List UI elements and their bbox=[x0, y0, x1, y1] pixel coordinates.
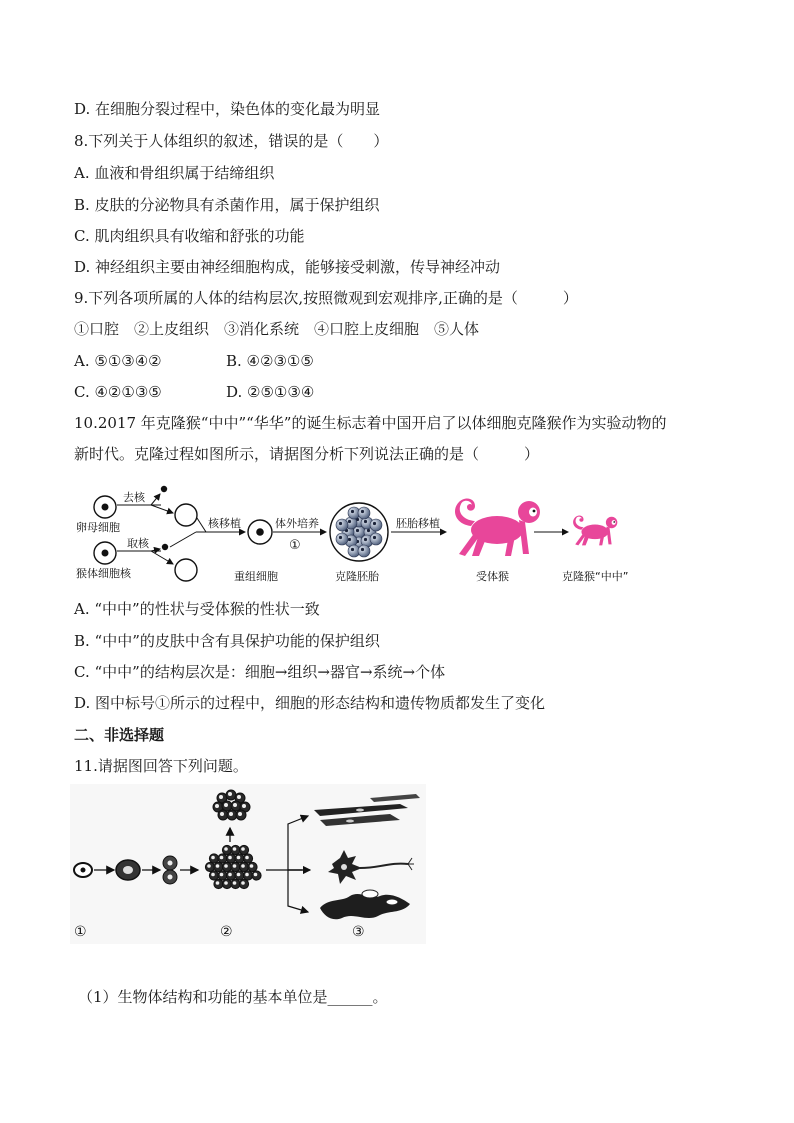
q9-stem: 9.下列各项所属的人体的结构层次,按照微观到宏观排序,正确的是（ ） bbox=[74, 289, 578, 307]
mass-cell-nucleus bbox=[224, 881, 228, 885]
recipient-monkey-label: 受体猴 bbox=[476, 570, 509, 583]
somatic-cell-remains bbox=[175, 559, 197, 581]
blastomere-nucleus bbox=[367, 529, 370, 532]
mass-cell-nucleus bbox=[207, 864, 211, 868]
blastomere-nucleus bbox=[373, 522, 376, 525]
blastomere-nucleus bbox=[351, 548, 354, 551]
recipient-monkey bbox=[455, 499, 540, 556]
cluster-cell-nucleus bbox=[220, 812, 224, 816]
enucleated-egg bbox=[175, 504, 197, 526]
mass-cell-nucleus bbox=[241, 881, 245, 885]
single-cell bbox=[74, 863, 92, 877]
q9-option-d: D. ②⑤①③④ bbox=[226, 383, 315, 401]
mass-cell-nucleus bbox=[250, 864, 254, 868]
removed-nucleus bbox=[161, 486, 167, 492]
in-vitro-culture-label: 体外培养 bbox=[275, 517, 319, 530]
cluster-cell-nucleus bbox=[229, 812, 233, 816]
cluster-cell-nucleus bbox=[238, 812, 242, 816]
growing-cell bbox=[116, 860, 140, 880]
somatic-cell bbox=[94, 542, 116, 564]
blastomere-nucleus bbox=[361, 548, 364, 551]
mass-cell-nucleus bbox=[211, 856, 215, 860]
mass-cell-nucleus bbox=[237, 856, 241, 860]
step-mark-1: ① bbox=[289, 538, 301, 553]
q8-option-b: B. 皮肤的分泌物具有杀菌作用，属于保护组织 bbox=[74, 196, 380, 214]
reconstructed-cell-label: 重组细胞 bbox=[234, 570, 278, 583]
figure-mark-3: ③ bbox=[352, 924, 365, 940]
q9-option-a: A. ⑤①③④② bbox=[74, 352, 162, 370]
q9-options-row1 bbox=[74, 351, 314, 371]
q10-stem-line2: 新时代。克隆过程如图所示，请据图分析下列说法正确的是（ ） bbox=[74, 445, 540, 463]
blastomere bbox=[336, 533, 348, 545]
q9-option-b: B. ④②③①⑤ bbox=[226, 352, 314, 370]
q9-option-c: C. ④②①③⑤ bbox=[74, 383, 162, 401]
blastomere bbox=[358, 507, 370, 519]
blastomere bbox=[358, 545, 370, 557]
section-2-title: 二、非选择题 bbox=[74, 726, 165, 744]
blastomere-nucleus bbox=[351, 510, 354, 513]
mass-cell-nucleus bbox=[216, 881, 220, 885]
blastomere-nucleus bbox=[339, 536, 342, 539]
egg-cell bbox=[94, 496, 116, 518]
q8-option-c: C. 肌肉组织具有收缩和舒张的功能 bbox=[74, 227, 305, 245]
somatic-nucleus bbox=[162, 544, 168, 550]
cluster-cell-nucleus bbox=[237, 795, 241, 799]
blastomere-nucleus bbox=[364, 520, 367, 523]
mass-cell-nucleus bbox=[241, 864, 245, 868]
blastomere-nucleus bbox=[364, 538, 367, 541]
mass-cell-nucleus bbox=[245, 873, 249, 877]
mass-cell-nucleus bbox=[224, 864, 228, 868]
cloning-process-figure bbox=[74, 480, 674, 590]
cloned-monkey bbox=[573, 515, 617, 545]
blastomere-nucleus bbox=[356, 529, 359, 532]
merge-line-upper bbox=[197, 518, 206, 532]
cluster-cell-nucleus bbox=[228, 792, 232, 796]
mass-cell-nucleus bbox=[211, 873, 215, 877]
somatic-nucleus-label: 猴体细胞核 bbox=[76, 567, 131, 580]
mass-cell-nucleus bbox=[245, 856, 249, 860]
cluster-cell-nucleus bbox=[242, 804, 246, 808]
q9-items: ①口腔 ②上皮组织 ③消化系统 ④口腔上皮细胞 ⑤人体 bbox=[74, 320, 480, 338]
blastomere-nucleus bbox=[373, 536, 376, 539]
egg-cell-label: 卵母细胞 bbox=[76, 521, 120, 534]
q7-option-d: D. 在细胞分裂过程中，染色体的变化最为明显 bbox=[74, 100, 381, 118]
blastomere bbox=[370, 519, 382, 531]
mass-cell-nucleus bbox=[241, 847, 245, 851]
q10-option-b: B. “中中”的皮肤中含有具保护功能的保护组织 bbox=[74, 632, 380, 650]
mass-cell-nucleus bbox=[233, 864, 237, 868]
q9-options-row2 bbox=[74, 382, 314, 402]
mass-cell-nucleus bbox=[228, 856, 232, 860]
figure-mark-1: ① bbox=[74, 924, 87, 940]
enucleated-arrow bbox=[151, 505, 173, 513]
nuclear-transfer-label: 核移植 bbox=[208, 517, 241, 530]
merge-line-lower bbox=[170, 532, 196, 547]
mass-cell-nucleus bbox=[224, 847, 228, 851]
q10-option-a: A. “中中”的性状与受体猴的性状一致 bbox=[74, 600, 320, 618]
remove-nucleus-label: 去核 bbox=[123, 491, 145, 504]
q8-option-d: D. 神经组织主要由神经细胞构成，能够接受刺激，传导神经冲动 bbox=[74, 258, 501, 276]
cluster-cell-nucleus bbox=[233, 803, 237, 807]
q11-subquestion-1: （1）生物体结构和功能的基本单位是______。 bbox=[78, 988, 388, 1006]
mass-cell-nucleus bbox=[254, 873, 258, 877]
blastomere-nucleus bbox=[361, 510, 364, 513]
q8-stem: 8.下列关于人体组织的叙述，错误的是（ ） bbox=[74, 132, 389, 150]
reconstructed-cell bbox=[248, 520, 272, 544]
blastomere-nucleus bbox=[339, 522, 342, 525]
q10-stem-line1: 10.2017 年克隆猴“中中”“华华”的诞生标志着中国开启了以体细胞克隆猴作为实验动物的 bbox=[74, 414, 667, 432]
q10-option-d: D. 图中标号①所示的过程中，细胞的形态结构和遗传物质都发生了变化 bbox=[74, 694, 546, 712]
nucleated-remains-arrow bbox=[151, 551, 173, 564]
mass-cell-nucleus bbox=[216, 864, 220, 868]
q8-option-a: A. 血液和骨组织属于结缔组织 bbox=[74, 164, 275, 182]
remove-nucleus-arrow bbox=[151, 494, 160, 505]
q11-stem: 11.请据图回答下列问题。 bbox=[74, 757, 248, 775]
cell-differentiation-figure bbox=[70, 784, 426, 944]
take-nucleus-label: 取核 bbox=[127, 537, 149, 550]
mass-cell-nucleus bbox=[220, 873, 224, 877]
cluster-cell-nucleus bbox=[215, 804, 219, 808]
figure-mark-2: ② bbox=[220, 924, 233, 940]
cluster-cell-nucleus bbox=[219, 795, 223, 799]
blastomere-nucleus bbox=[348, 520, 351, 523]
mass-cell-nucleus bbox=[233, 881, 237, 885]
mass-cell-nucleus bbox=[220, 856, 224, 860]
q10-option-c: C. “中中”的结构层次是：细胞→组织→器官→系统→个体 bbox=[74, 663, 446, 681]
cloned-monkey-label: 克隆猴“中中” bbox=[562, 570, 629, 583]
cluster-cell-nucleus bbox=[224, 803, 228, 807]
cloned-embryo bbox=[330, 503, 388, 561]
embryo-transfer-label: 胚胎移植 bbox=[396, 517, 440, 530]
mass-cell-nucleus bbox=[228, 873, 232, 877]
blastomere bbox=[370, 533, 382, 545]
blastomere-nucleus bbox=[348, 538, 351, 541]
mass-cell-nucleus bbox=[233, 847, 237, 851]
mass-cell-nucleus bbox=[237, 873, 241, 877]
cloned-embryo-label: 克隆胚胎 bbox=[335, 570, 379, 583]
blastomere bbox=[336, 519, 348, 531]
